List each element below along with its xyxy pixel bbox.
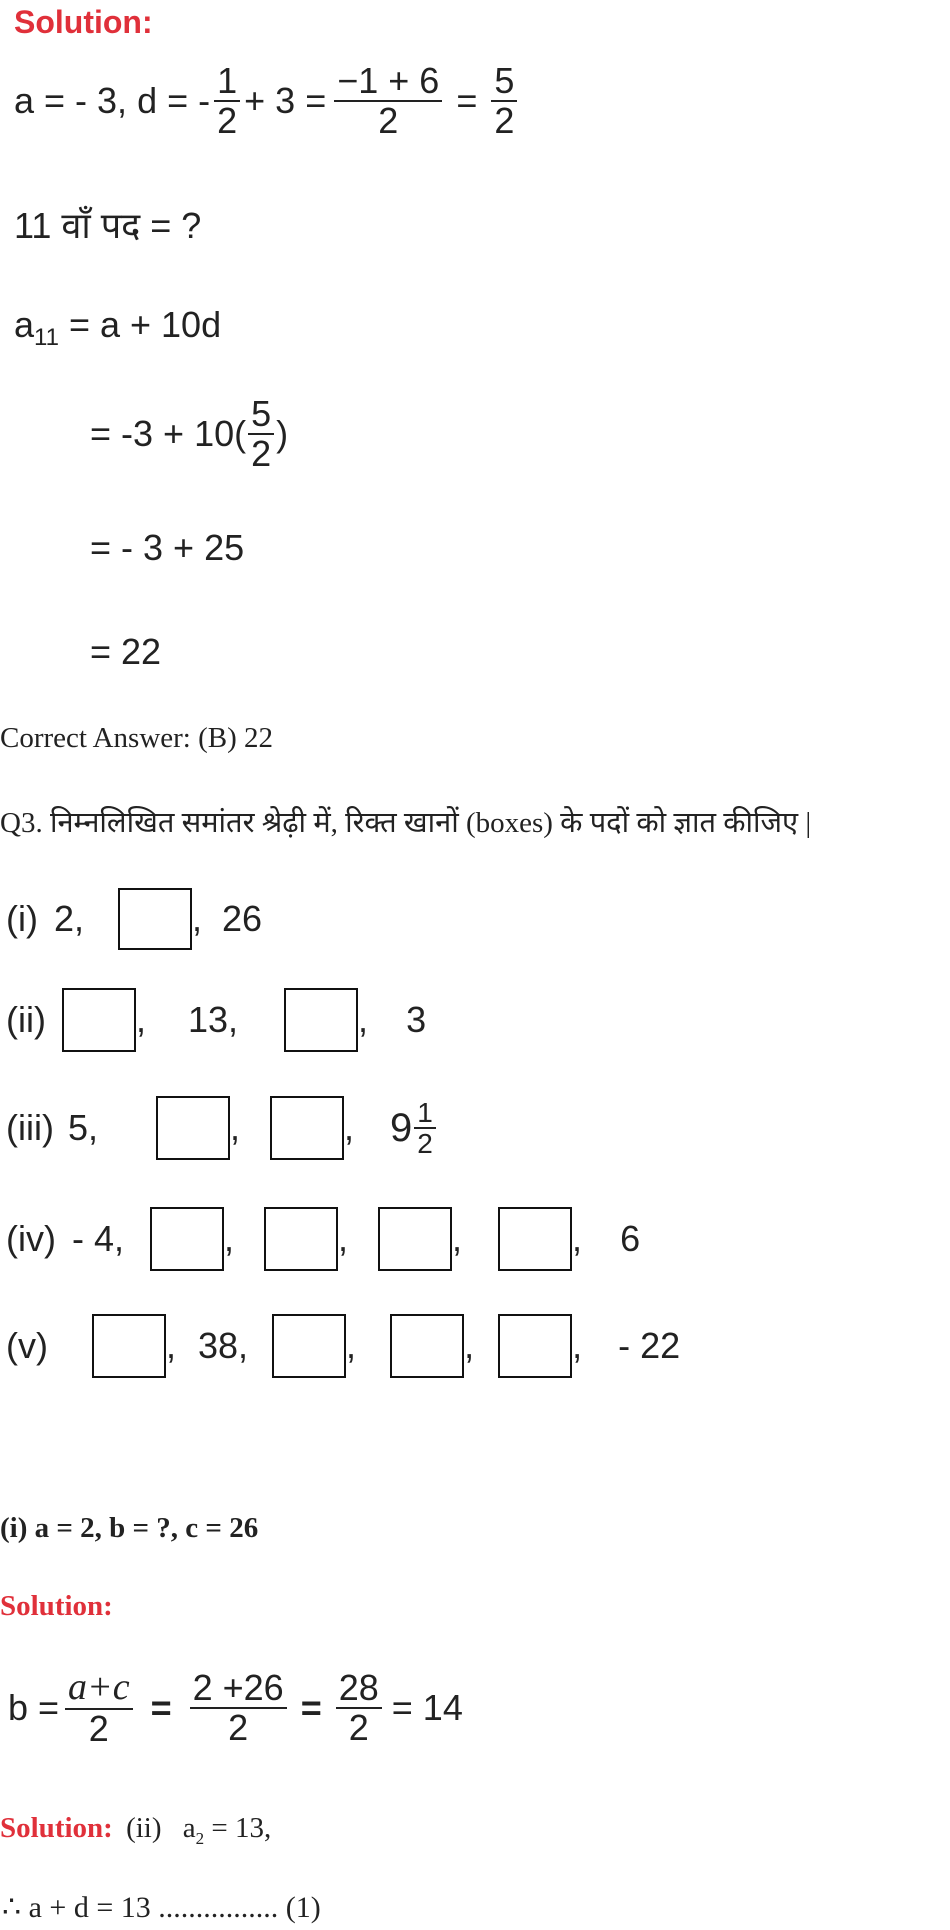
equals-sign: = [150,1686,172,1728]
subscript-2: 2 [195,1828,205,1848]
blank-box [390,1314,464,1378]
correct-answer: Correct Answer: (B) 22 [0,722,274,754]
plus-three-text: + 3 = [244,79,327,121]
a-symbol: a [14,304,35,345]
blank-box [150,1207,224,1271]
item-iii [6,1096,440,1160]
term: - 4, [71,1218,124,1259]
comma: , [230,1107,241,1148]
b-formula [8,1668,463,1748]
a-symbol: a [182,1812,196,1844]
item-iv [6,1207,640,1271]
fraction-2-plus-26 [190,1669,287,1747]
fraction-numerator: 28 [338,1667,379,1709]
fraction-denominator: 2 [228,1706,249,1748]
eleventh-term-question: 11 वाँ पद = ? [14,205,202,246]
blank-box [118,888,192,950]
equation-a-d [14,62,521,140]
comma: , [338,1218,349,1259]
part-label: (ii) [126,1812,162,1844]
comma: , [165,1325,176,1366]
fraction-denominator: 2 [348,1706,369,1748]
comma: , [452,1218,463,1259]
part-i-heading: (i) a = 2, b = ?, c = 26 [0,1512,259,1544]
a-d-text: a = - 3, d = - [14,79,211,121]
fraction-five-halves [248,395,274,473]
closing-paren: ) [276,412,289,454]
blank-box [92,1314,166,1378]
fraction-numerator: 1 [217,60,238,101]
term: - 22 [618,1325,681,1366]
fraction-numerator: a+c [68,1666,130,1708]
comma: , [135,999,146,1040]
fraction-denominator: 2 [378,99,399,141]
solution-ii-line [0,1812,271,1849]
item-label: (ii) [6,999,46,1040]
fraction-28-over-2 [336,1669,382,1747]
substitution-line [90,395,288,473]
fraction-denominator: 2 [251,432,272,474]
item-label: (i) [6,898,38,939]
subscript-11: 11 [34,324,59,352]
therefore-line: ∴ a + d = 13 ................ (1) [2,1891,321,1924]
comma: , [464,1325,475,1366]
comma: , [346,1325,357,1366]
substitution-text: = -3 + 10( [90,412,247,454]
term: 38, [198,1325,249,1366]
blank-box [498,1207,572,1271]
fraction-a-plus-c [65,1668,133,1748]
comma: , [572,1325,583,1366]
fraction-denominator: 2 [417,1128,433,1159]
mixed-whole: 9 [390,1105,413,1150]
fraction-denominator: 2 [217,99,238,141]
mixed-fraction [414,1098,436,1159]
item-i [6,888,262,950]
formula-rest: = a + 10d [58,304,222,345]
fraction-minus1-plus6 [334,62,442,140]
b-equals: b = [8,1686,60,1728]
question-3: Q3. निम्नलिखित समांतर श्रेढ़ी में, रिक्त खानों (boxes) के पदों को ज्ञात कीजिए | [0,807,812,839]
item-label: (iv) [6,1218,56,1259]
equals-sign: = [456,79,478,121]
fraction-numerator: 5 [494,60,515,101]
solution-heading: Solution: [14,4,153,40]
a11-formula [14,304,221,352]
equals-sign: = [300,1686,322,1728]
blank-box [62,988,136,1052]
blank-box [378,1207,452,1271]
comma: , [344,1107,355,1148]
fraction-numerator: 5 [251,393,272,434]
term: 13, [188,999,239,1040]
blank-box [272,1314,346,1378]
fraction-half [214,62,240,140]
fraction-denominator: 2 [494,99,515,141]
result-line: = 22 [90,631,162,672]
comma: , [358,999,369,1040]
blank-box [498,1314,572,1378]
fraction-denominator: 2 [88,1707,109,1749]
item-label: (v) [6,1325,48,1366]
blank-box [270,1096,344,1160]
term: 3 [406,999,427,1040]
comma: , [192,898,203,939]
term: 2, [53,898,85,939]
result: = 14 [391,1686,463,1728]
equation-rest: = 13, [204,1812,272,1844]
fraction-five-halves [491,62,517,140]
item-label: (iii) [6,1107,54,1148]
term: 26 [222,898,263,939]
blank-box [156,1096,230,1160]
term: 5, [67,1107,99,1148]
fraction-numerator: 2 +26 [192,1667,284,1709]
comma: , [224,1218,235,1259]
comma: , [572,1218,583,1259]
blank-box [284,988,358,1052]
item-v [6,1314,680,1378]
solution-heading: Solution: [0,1812,113,1844]
solution-heading: Solution: [0,1590,113,1622]
term: 6 [620,1218,641,1259]
blank-box [264,1207,338,1271]
simplification-line: = - 3 + 25 [90,527,245,568]
fraction-numerator: 1 [417,1096,433,1128]
item-ii [6,988,426,1052]
fraction-numerator: −1 + 6 [337,60,440,101]
